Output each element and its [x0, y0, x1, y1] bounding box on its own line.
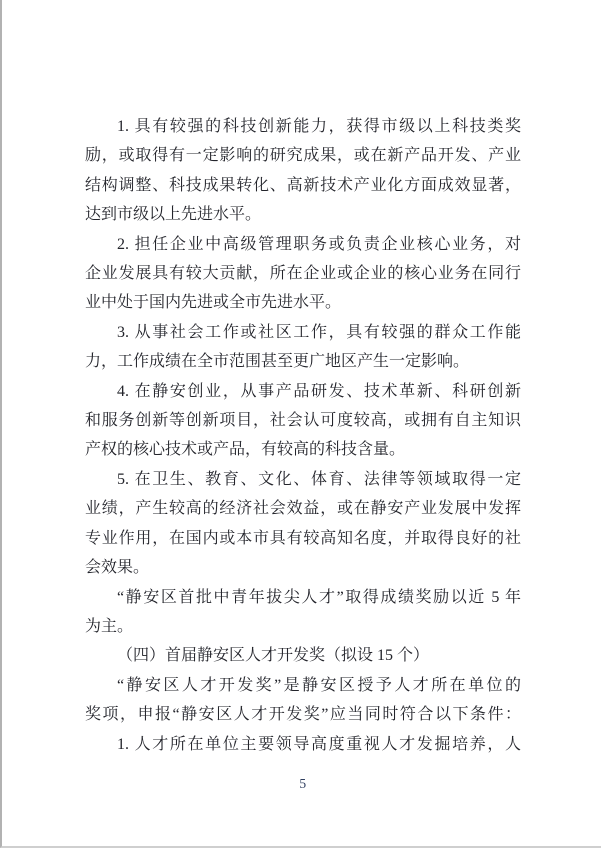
- text-line: “静安区首批中青年拔尖人才”取得成绩奖励以近 5 年: [117, 588, 521, 606]
- text-line: 1. 人才所在单位主要领导高度重视人才发掘培养，人: [117, 735, 521, 753]
- text-line: 会效果。: [85, 559, 150, 577]
- text-line: 专业作用，在国内或本市具有较高知名度，并取得良好的社: [85, 529, 521, 547]
- text-line: 为主。: [85, 617, 134, 635]
- text-line: 5. 在卫生、教育、文化、体育、法律等领域取得一定: [117, 470, 521, 488]
- text-line: （四）首届静安区人才开发奖（拟设 15 个）: [117, 647, 430, 665]
- text-line: 4. 在静安创业，从事产品研发、技术革新、科研创新: [117, 382, 521, 400]
- text-line: 结构调整、科技成果转化、高新技术产业化方面成效显著，: [85, 176, 521, 194]
- text-line: 业绩，产生较高的经济社会效益，或在静安产业发展中发挥: [85, 500, 521, 518]
- document-text-block: [85, 112, 521, 759]
- text-line: 3. 从事社会工作或社区工作，具有较强的群众工作能: [117, 323, 521, 341]
- text-line: 业中处于国内先进或全市先进水平。: [85, 294, 342, 312]
- text-line: “静安区人才开发奖”是静安区授予人才所在单位的: [117, 676, 521, 694]
- text-line: 和服务创新等创新项目，社会认可度较高，或拥有自主知识: [85, 412, 521, 430]
- text-line: 奖项，申报“静安区人才开发奖”应当同时符合以下条件：: [85, 706, 521, 724]
- text-line: 企业发展具有较大贡献，所在企业或企业的核心业务在同行: [85, 265, 521, 283]
- text-line: 产权的核心技术或产品，有较高的科技含量。: [85, 441, 406, 459]
- text-line: 力，工作成绩在全市范围甚至更广地区产生一定影响。: [85, 353, 470, 371]
- page-number: 5: [299, 776, 307, 791]
- text-line: 2. 担任企业中高级管理职务或负责企业核心业务，对: [117, 235, 521, 253]
- text-line: 1. 具有较强的科技创新能力，获得市级以上科技类奖: [117, 118, 521, 135]
- text-line: 达到市级以上先进水平。: [85, 206, 262, 224]
- text-line: 励，或取得有一定影响的研究成果，或在新产品开发、产业: [85, 147, 521, 165]
